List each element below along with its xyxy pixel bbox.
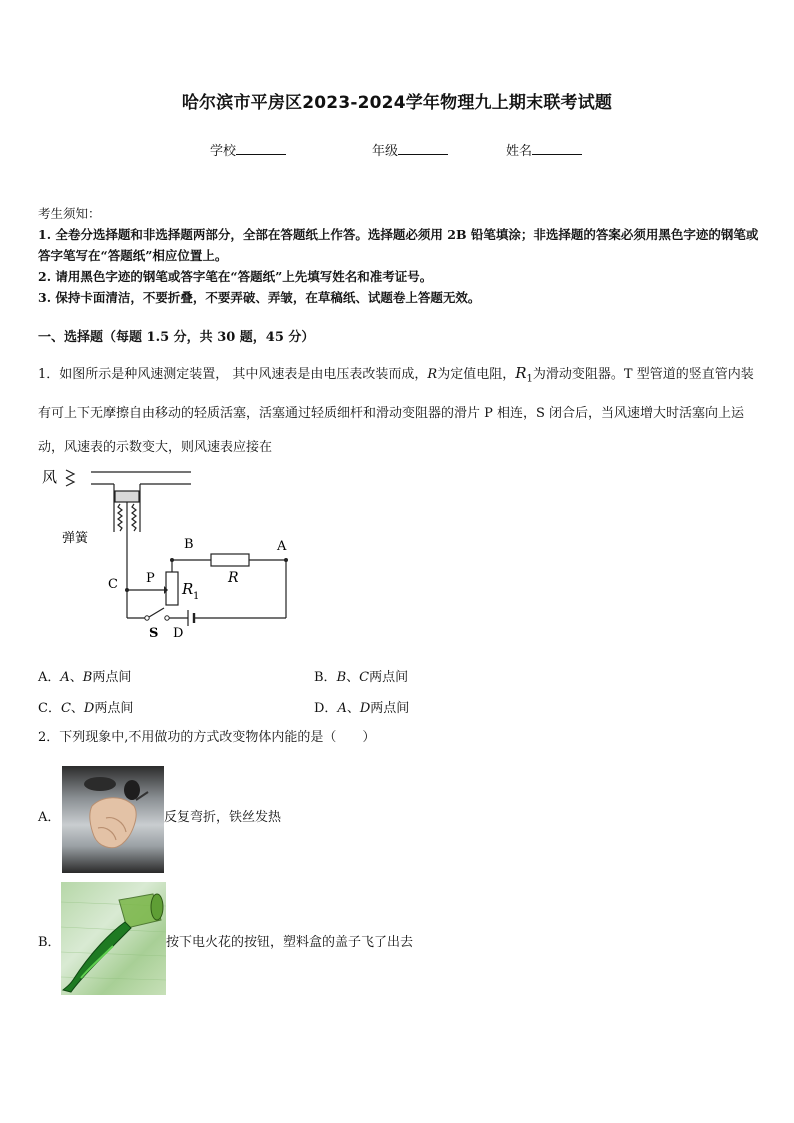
grade-label: 年级 [372, 144, 399, 159]
rheostat-r1-subscript: 1 [193, 591, 200, 602]
grade-field[interactable] [372, 140, 448, 159]
section-heading: 一、选择题（每题 1.5 分，共 30 题，45 分） [38, 330, 315, 345]
node-a-label: A [277, 539, 287, 554]
school-field[interactable] [210, 140, 286, 159]
q1-option-d[interactable]: D．A、D两点间 [314, 701, 410, 716]
switch-s-label: S [149, 626, 159, 641]
node-d-label: D [173, 626, 184, 641]
grade-blank[interactable] [398, 142, 448, 155]
node-b-label: B [184, 537, 194, 552]
q1-option-c[interactable]: C．C、D两点间 [38, 701, 134, 716]
rheostat-r1-label: R [182, 580, 194, 598]
page-title: 哈尔滨市平房区2023-2024学年物理九上期末联考试题 [181, 93, 613, 113]
node-c-label: C [108, 577, 118, 592]
name-blank[interactable] [532, 142, 582, 155]
slider-p-label: P [146, 571, 155, 586]
notice-heading: 考生须知： [38, 206, 101, 221]
wind-speed-circuit-figure [36, 460, 296, 645]
q1-option-b[interactable]: B．B、C两点间 [314, 670, 409, 685]
notice-item-3: 3. 保持卡面清洁，不要折叠，不要弄破、弄皱，在草稿纸、试题卷上答题无效。 [38, 290, 481, 305]
q2-option-b-letter[interactable]: B． [38, 935, 61, 950]
q2-option-a-text[interactable]: 反复弯折，铁丝发热 [164, 810, 282, 825]
spring-label: 弹簧 [62, 531, 89, 546]
q2-option-b-text[interactable]: 按下电火花的按钮，塑料盒的盖子飞了出去 [166, 935, 414, 950]
school-blank[interactable] [236, 142, 286, 155]
name-field[interactable] [506, 140, 582, 159]
notice-block [38, 203, 760, 308]
spark-plastic-box-image [61, 882, 166, 995]
notice-item-2: 2. 请用黑色字迹的钢笔或答字笔在“答题纸”上先填写姓名和准考证号。 [38, 269, 433, 284]
q2-option-a-letter[interactable]: A． [38, 810, 61, 825]
question-2-stem: 2．下列现象中,不用做功的方式改变物体内能的是（ ） [38, 730, 376, 745]
resistor-r-label: R [228, 570, 239, 586]
q1-option-a[interactable]: A．A、B两点间 [38, 670, 132, 685]
school-label: 学校 [210, 144, 237, 159]
name-label: 姓名 [506, 144, 533, 159]
wind-label: 风 [42, 468, 58, 486]
question-1-stem: 1．如图所示是种风速测定装置， 其中风速表是由电压表改装而成，R为定值电阻，$R_1$为滑动变阻器。T 型管道的竖直管内装有可上下无摩擦自由移动的轻质活塞，活塞通过轻质细杆和滑动变阻器的滑片 P 相连，S 闭合后，当风速增大时活塞向上运动，风速表的示数变大，则风速表应接在 [38, 364, 754, 455]
notice-item-1: 1. 全卷分选择题和非选择题两部分，全部在答题纸上作答。选择题必须用 2B 铅笔填涂；非选择题的答案必须用黑色字迹的钢笔或答字笔写在“答题纸”相应位置上。 [38, 227, 759, 263]
bending-wire-hands-image [62, 766, 164, 873]
